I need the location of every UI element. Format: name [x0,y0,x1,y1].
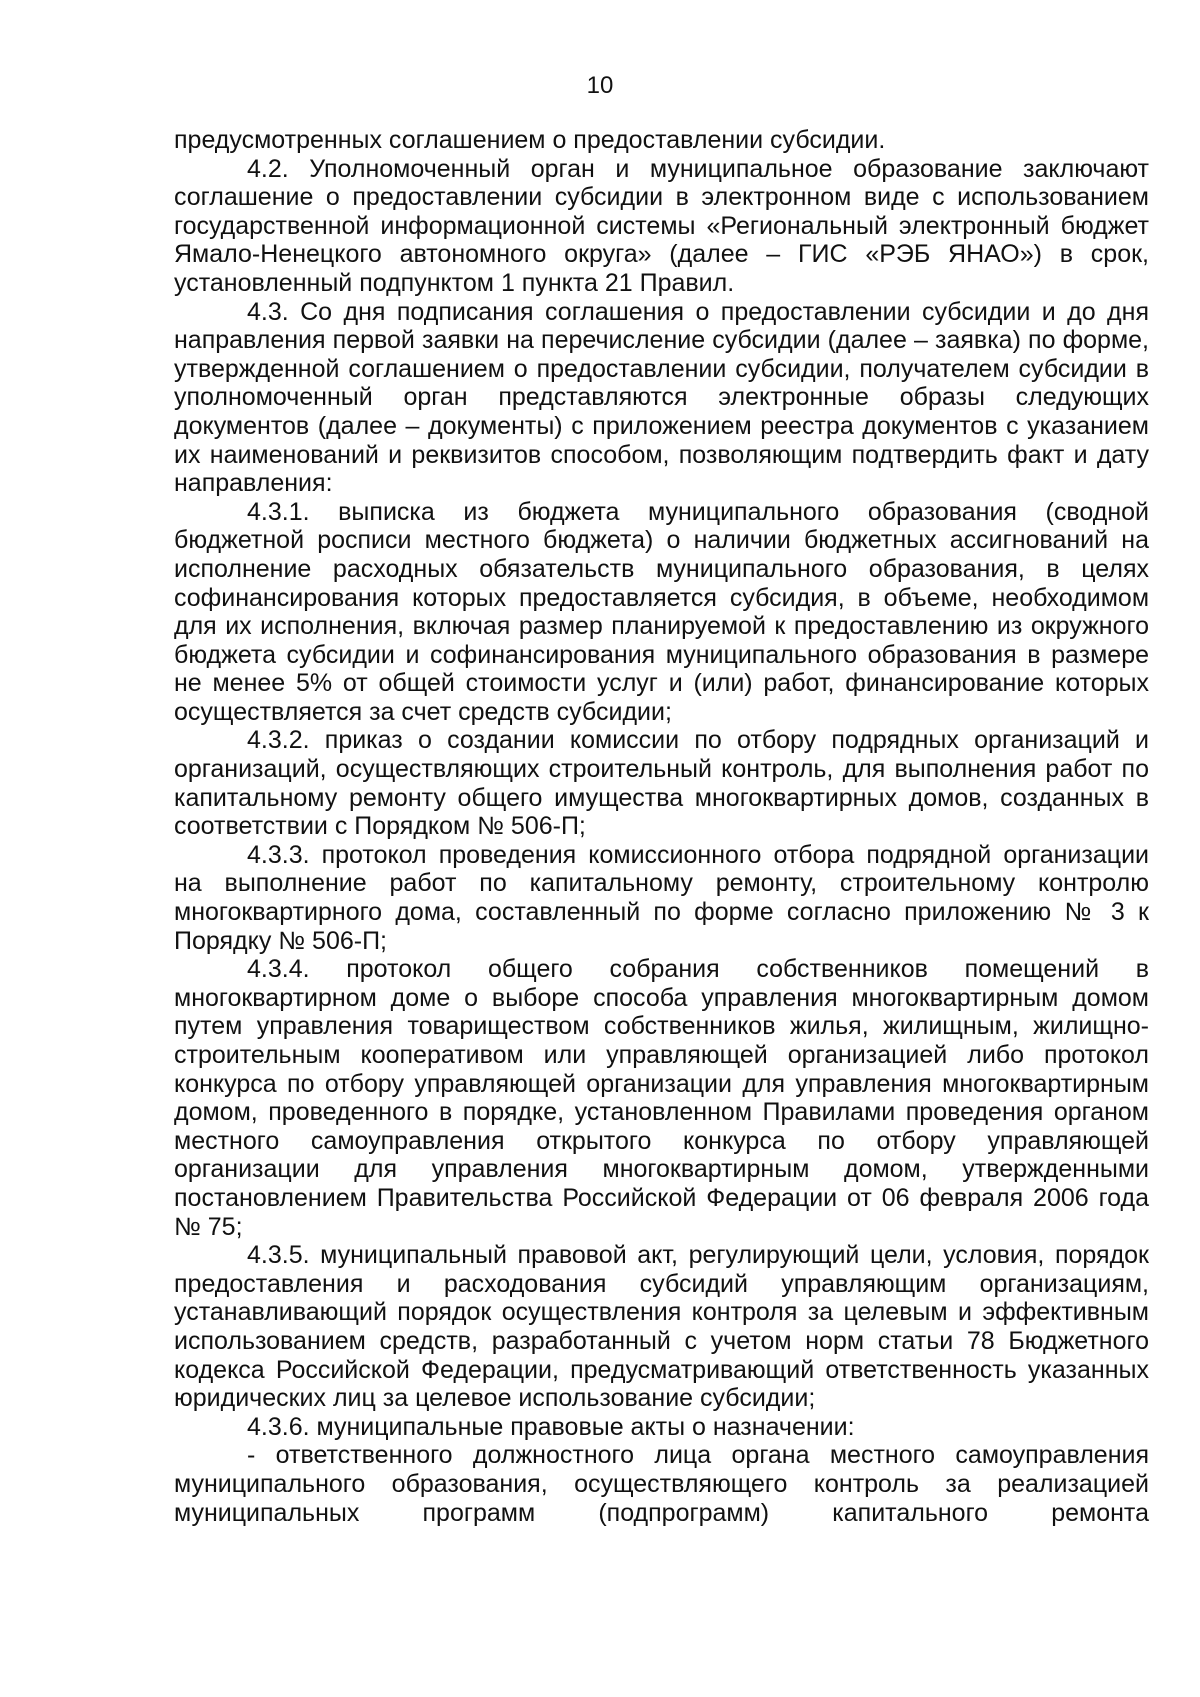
paragraph-list-item: - ответственного должностного лица органа местного самоуправления муниципального образования, осуществляющего контроль за реализацией муниципальных программ (подпрограмм) капитального ремонта [174,1441,1149,1527]
paragraph-4-2: 4.2. Уполномоченный орган и муниципальное образование заключают соглашение о предоставлении субсидии в электронном виде с использованием государственной информационной системы «Региональный электронный бюджет Ямало-Ненецкого автономного округа» (далее – ГИС «РЭБ ЯНАО») в срок, установленный подпунктом 1 пункта 21 Правил. [174,154,1149,297]
paragraph-4-3: 4.3. Со дня подписания соглашения о предоставлении субсидии и до дня направления первой заявки на перечисление субсидии (далее – заявка) по форме, утвержденной соглашением о предоставлении субсидии, получателем субсидии в уполномоченный орган представляются электронные образы следующих документов (далее – документы) с приложением реестра документов с указанием их наименований и реквизитов способом, позволяющим подтвердить факт и дату направления: [174,297,1149,498]
paragraph-4-3-3: 4.3.3. протокол проведения комиссионного отбора подрядной организации на выполнение работ по капитальному ремонту, строительному контролю многоквартирного дома, составленный по форме согласно приложению № 3 к Порядку № 506-П; [174,840,1149,955]
paragraph-4-3-6: 4.3.6. муниципальные правовые акты о назначении: [247,1412,855,1441]
paragraph-4-3-2: 4.3.2. приказ о создании комиссии по отбору подрядных организаций и организаций, осуществляющих строительный контроль, для выполнения работ по капитальному ремонту общего имущества многоквартирных домов, созданных в соответствии с Порядком № 506-П; [174,726,1149,841]
paragraph-4-3-5: 4.3.5. муниципальный правовой акт, регулирующий цели, условия, порядок предоставления и расходования субсидий управляющим организациям, устанавливающий порядок осуществления контроля за целевым и эффективным использованием средств, разработанный с учетом норм статьи 78 Бюджетного кодекса Российской Федерации, предусматривающий ответственность указанных юридических лиц за целевое использование субсидии; [174,1241,1149,1413]
document-body [174,126,1149,1527]
paragraph-4-3-4: 4.3.4. протокол общего собрания собственников помещений в многоквартирном доме о выборе способа управления многоквартирным домом путем управления товариществом собственников жилья, жилищным, жилищно-строительным кооперативом или управляющей организацией либо протокол конкурса по отбору управляющей организации для управления многоквартирным домом, проведенного в порядке, установленном Правилами проведения органом местного самоуправления открытого конкурса по отбору управляющей организации для управления многоквартирным домом, утвержденными постановлением Правительства Российской Федерации от 06 февраля 2006 года № 75; [174,955,1149,1241]
paragraph-4-3-1: 4.3.1. выписка из бюджета муниципального образования (сводной бюджетной росписи местного бюджета) о наличии бюджетных ассигнований на исполнение расходных обязательств муниципального образования, в целях софинансирования которых предоставляется субсидия, в объеме, необходимом для их исполнения, включая размер планируемой к предоставлению из окружного бюджета субсидии и софинансирования муниципального образования в размере не менее 5% от общей стоимости услуг и (или) работ, финансирование которых осуществляется за счет средств субсидии; [174,497,1149,726]
paragraph-continuation: предусмотренных соглашением о предоставлении субсидии. [174,126,886,154]
page-number: 10 [586,72,614,99]
